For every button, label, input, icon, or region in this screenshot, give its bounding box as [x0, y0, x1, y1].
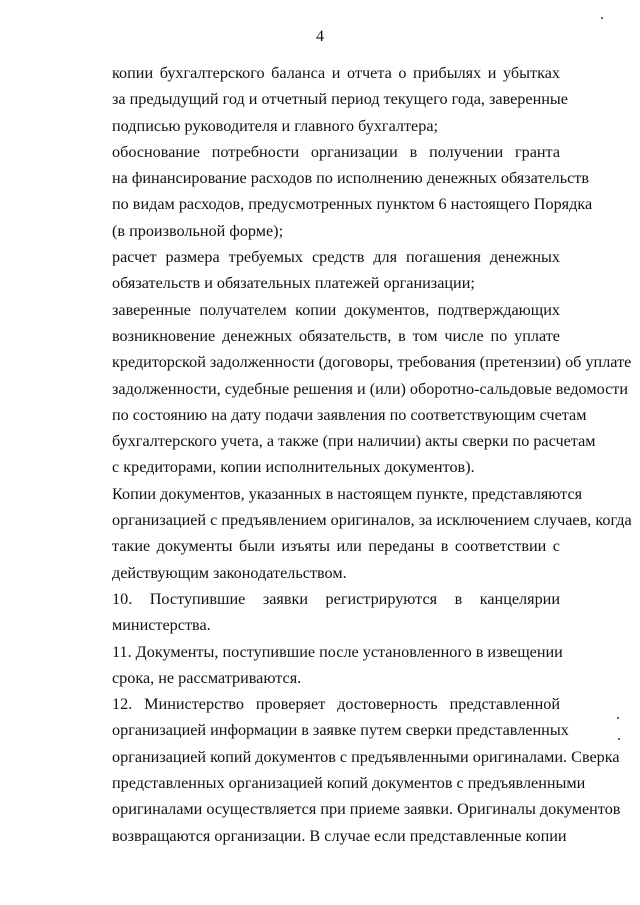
text-line: с кредиторами, копии исполнительных документов). [112, 458, 475, 477]
paragraph-item-12 [76, 691, 621, 849]
paragraph-grant-justification [76, 139, 593, 244]
scan-speck [601, 17, 603, 19]
paragraph-item-10 [76, 586, 560, 639]
text-line: по состоянию на дату подачи заявления по соответствующим счетам [112, 405, 587, 424]
text-line: такие документы были изъяты или переданы в соответствии с [112, 537, 560, 556]
text-line: возвращаются организации. В случае если представленные копии [112, 826, 567, 845]
text-line: организацией с предъявлением оригиналов, за исключением случаев, когда [112, 511, 632, 530]
text-line: 11. Документы, поступившие после установленного в извещении [112, 642, 563, 661]
text-line: министерства. [112, 616, 211, 635]
scan-speck [618, 738, 620, 740]
paragraph-funds-calculation [76, 244, 560, 297]
text-line: обоснование потребности организации в получении гранта [112, 142, 560, 161]
paragraph-balance-copies [76, 60, 568, 139]
text-line: копии бухгалтерского баланса и отчета о прибылях и убытках [112, 64, 560, 82]
text-line: представленных организацией копий документов с предъявленными [112, 774, 586, 793]
page-number: 4 [316, 28, 324, 45]
text-line: действующим законодательством. [112, 563, 347, 582]
text-line: оригиналами осуществляется при приеме заявки. Оригиналы документов [112, 800, 621, 819]
paragraph-item-11 [76, 639, 563, 692]
paragraph-originals-presentation [76, 481, 632, 586]
text-line: организацией информации в заявке путем сверки представленных [112, 721, 569, 740]
text-line: (в произвольной форме); [112, 221, 284, 240]
text-line: подписью руководителя и главного бухгалтера; [112, 116, 439, 135]
scan-speck [617, 717, 619, 719]
text-line: 12. Министерство проверяет достоверность представленной [112, 695, 560, 714]
text-line: организацией копий документов с предъявленными оригиналами. Сверка [112, 747, 620, 766]
document-body [76, 60, 632, 849]
text-line: на финансирование расходов по исполнению денежных обязательств [112, 169, 590, 188]
text-line: расчет размера требуемых средств для погашения денежных [112, 248, 560, 267]
text-line: Копии документов, указанных в настоящем пункте, представляются [112, 484, 583, 503]
text-line: возникновение денежных обязательств, в том числе по уплате [112, 326, 560, 345]
text-line: задолженности, судебные решения и (или) оборотно-сальдовые ведомости [112, 379, 628, 398]
paragraph-certified-copies [76, 297, 632, 481]
text-line: за предыдущий год и отчетный период текущего года, заверенные [112, 90, 568, 109]
text-line: бухгалтерского учета, а также (при наличии) акты сверки по расчетам [112, 432, 596, 451]
text-line: заверенные получателем копии документов, подтверждающих [112, 300, 560, 319]
text-line: обязательств и обязательных платежей организации; [112, 274, 475, 293]
text-line: 10. Поступившие заявки регистрируются в канцелярии [112, 589, 560, 608]
text-line: по видам расходов, предусмотренных пунктом 6 настоящего Порядка [112, 195, 593, 214]
text-line: кредиторской задолженности (договоры, требования (претензии) об уплате [112, 353, 632, 372]
text-line: срока, не рассматриваются. [112, 668, 302, 687]
